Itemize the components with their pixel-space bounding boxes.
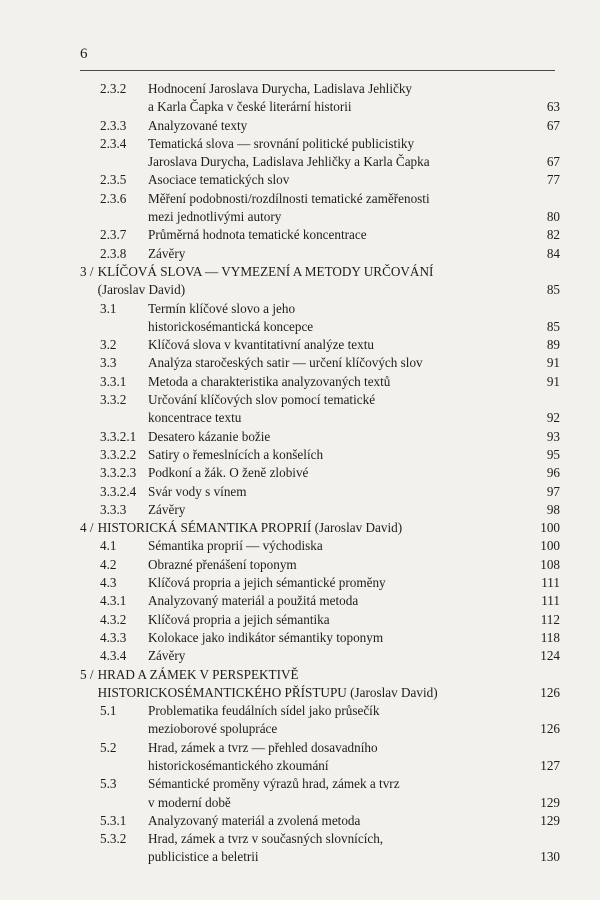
toc-entry-title-line: Analyzovaný materiál a zvolená metoda [148,812,361,828]
toc-entry-title [148,373,520,391]
toc-entry-page: 91 [546,355,560,371]
toc-entry-title [148,300,520,337]
toc-entry-page: 129 [540,812,560,828]
toc-entry-title-line: HISTORICKOSÉMANTICKÉHO PŘÍSTUPU (Jaroslav David) [97,684,438,700]
toc-entry-title-line: Kolokace jako indikátor sémantiky toponym [148,629,384,645]
toc-entry [80,117,560,135]
toc-entry-title [98,263,520,300]
toc-entry [80,812,560,830]
toc-entry-number: 4.3.3 [100,629,127,645]
toc-entry [80,245,560,263]
toc-entry-number: 4 / [80,520,94,536]
toc-entry-page: 96 [546,465,560,481]
toc-entry-number: 4.3.2 [100,611,127,627]
toc-entry [80,336,560,354]
toc-entry-page: 100 [540,538,560,554]
toc-entry-title [148,812,520,830]
toc-entry-number: 5.3 [100,776,117,792]
toc-entry-title [148,556,520,574]
table-of-contents [80,80,560,867]
toc-entry-title-line: mezioborové spolupráce [148,721,278,737]
toc-entry-page: 67 [546,154,560,170]
toc-entry-title [148,446,520,464]
toc-entry-title [148,245,520,263]
toc-entry-page: 127 [540,757,560,773]
toc-entry [80,80,560,117]
toc-entry [80,391,560,428]
toc-entry-title [148,592,520,610]
toc-entry-title-line: Jaroslava Durycha, Ladislava Jehličky a Karla Čapka [148,154,430,170]
toc-entry-page: 126 [540,684,560,700]
toc-entry [80,483,560,501]
toc-entry [80,226,560,244]
toc-entry-title-line: HRAD A ZÁMEK V PERSPEKTIVĚ [97,666,299,682]
toc-entry-number: 2.3.5 [100,172,127,188]
toc-entry-title [148,483,520,501]
toc-entry-title [148,830,520,867]
toc-entry-page: 95 [546,446,560,462]
toc-entry-title-line: a Karla Čapka v české literární historii [148,99,352,115]
toc-entry-title [148,464,520,482]
toc-entry-page: 108 [540,556,560,572]
toc-entry-title [148,537,520,555]
page-number: 6 [80,46,88,62]
toc-entry-title-line: Analýza staročeských satir — určení klíčových slov [148,355,423,371]
toc-entry-page: 124 [540,648,560,664]
toc-entry-title-line: Asociace tematických slov [148,172,290,188]
toc-chapter-entry [80,263,560,300]
toc-entry-title-line: Průměrná hodnota tematické koncentrace [148,227,367,243]
toc-entry-title [148,135,520,172]
toc-entry-title-line: Metoda a charakteristika analyzovaných textů [148,373,391,389]
toc-entry-title [148,611,520,629]
toc-entry-title [148,171,520,189]
toc-entry-number: 5.3.1 [100,812,127,828]
toc-entry-number: 3 / [80,263,94,279]
toc-entry-number: 5.1 [100,703,117,719]
toc-entry-title-line: Analyzovaný materiál a použitá metoda [148,593,359,609]
toc-entry-title-line: Sémantické proměny výrazů hrad, zámek a tvrz [148,776,400,792]
toc-entry-title [148,501,520,519]
toc-entry-number: 3.3.2.2 [100,446,137,462]
toc-entry [80,556,560,574]
toc-entry-page: 91 [546,373,560,389]
toc-entry-number: 5.2 [100,739,117,755]
toc-entry-number: 2.3.4 [100,135,127,151]
toc-entry-title-line: Závěry [148,648,186,664]
toc-entry [80,739,560,776]
toc-entry-page: 67 [546,117,560,133]
toc-entry-title-line: Závěry [148,501,186,517]
toc-entry-title-line: Termín klíčové slovo a jeho [148,300,296,316]
toc-entry-title [148,80,520,117]
toc-entry-number: 4.3 [100,575,117,591]
toc-entry-number: 3.3.2.3 [100,465,137,481]
toc-entry-page: 77 [546,172,560,188]
toc-entry-page: 89 [546,337,560,353]
header-rule [80,70,555,71]
toc-entry-page: 111 [541,575,560,591]
toc-entry [80,647,560,665]
toc-entry-number: 3.3.2.4 [100,483,137,499]
toc-entry [80,574,560,592]
toc-entry-title [148,775,520,812]
toc-entry-title [148,428,520,446]
toc-entry [80,830,560,867]
toc-entry-page: 85 [546,282,560,298]
toc-entry [80,446,560,464]
toc-entry [80,501,560,519]
toc-entry-number: 3.3 [100,355,117,371]
toc-entry [80,537,560,555]
toc-entry-title-line: Klíčová propria a jejich sémantické proměny [148,575,386,591]
toc-entry-title [148,629,520,647]
toc-entry-title [148,739,520,776]
toc-entry-title-line: Sémantika proprií — východiska [148,538,323,554]
toc-entry [80,190,560,227]
toc-entry-page: 111 [541,593,560,609]
toc-entry-title-line: Obrazné přenášení toponym [148,556,297,572]
toc-entry [80,428,560,446]
toc-entry-title-line: Závěry [148,245,186,261]
toc-entry-number: 3.3.2.1 [100,428,137,444]
toc-entry-number: 2.3.7 [100,227,127,243]
toc-entry-number: 3.3.1 [100,373,127,389]
toc-entry-title-line: Klíčová slova v kvantitativní analýze textu [148,337,374,353]
toc-entry-title [148,226,520,244]
toc-entry-page: 63 [546,99,560,115]
toc-entry-title-line: Problematika feudálních sídel jako průsečík [148,703,380,719]
toc-entry-number: 4.3.4 [100,648,127,664]
toc-entry [80,135,560,172]
toc-entry-page: 92 [546,410,560,426]
toc-entry [80,373,560,391]
toc-entry-number: 4.3.1 [100,593,127,609]
toc-entry-number: 2.3.6 [100,190,127,206]
toc-entry [80,354,560,372]
toc-entry-title [148,574,520,592]
toc-entry [80,171,560,189]
toc-entry-number: 2.3.2 [100,81,127,96]
toc-entry-page: 130 [540,849,560,865]
toc-entry-page: 82 [546,227,560,243]
toc-entry-title [148,336,520,354]
toc-entry-number: 2.3.3 [100,117,127,133]
toc-entry-title-line: Tematická slova — srovnání politické publicistiky [148,135,415,151]
toc-entry [80,775,560,812]
toc-entry-title-line: (Jaroslav David) [97,282,186,298]
toc-entry-title-line: HISTORICKÁ SÉMANTIKA PROPRIÍ (Jaroslav David) [97,520,403,536]
toc-entry-number: 3.3.3 [100,501,127,517]
toc-entry-page: 126 [540,721,560,737]
toc-entry-title-line: historickosémantického zkoumání [148,757,329,773]
toc-entry-page: 93 [546,428,560,444]
toc-entry-title-line: publicistice a beletrii [148,849,259,865]
toc-entry-title-line: Hodnocení Jaroslava Durycha, Ladislava Jehličky [148,81,413,96]
toc-entry-number: 4.1 [100,538,117,554]
toc-entry-page: 98 [546,501,560,517]
toc-entry-title-line: Určování klíčových slov pomocí tematické [148,392,376,408]
toc-entry-number: 2.3.8 [100,245,127,261]
toc-entry [80,702,560,739]
toc-entry-number: 5 / [80,666,94,682]
toc-entry-title [148,702,520,739]
toc-entry-title-line: Svár vody s vínem [148,483,247,499]
toc-entry-title-line: Satiry o řemeslnících a konšelích [148,446,324,462]
toc-entry-title-line: Analyzované texty [148,117,248,133]
toc-entry-title [98,666,520,703]
toc-entry-page: 100 [540,520,560,536]
toc-entry-page: 84 [546,245,560,261]
toc-entry-title-line: v moderní době [148,794,231,810]
toc-entry-title [148,190,520,227]
toc-entry-title-line: Podkoní a žák. O ženě zlobivé [148,465,309,481]
toc-entry-title [148,391,520,428]
toc-entry [80,611,560,629]
toc-entry [80,629,560,647]
toc-entry [80,464,560,482]
toc-entry-title-line: Hrad, zámek a tvrz v současných slovnících, [148,831,384,847]
toc-chapter-entry [80,519,560,537]
toc-entry-number: 4.2 [100,556,117,572]
toc-entry-number: 3.2 [100,337,117,353]
toc-entry-title-line: Hrad, zámek a tvrz — přehled dosavadního [148,739,378,755]
toc-entry-title [148,117,520,135]
toc-entry-title-line: Desatero kázanie božie [148,428,271,444]
toc-entry-title-line: KLÍČOVÁ SLOVA — VYMEZENÍ A METODY URČOVÁNÍ [97,263,434,279]
toc-entry-number: 3.1 [100,300,117,316]
toc-entry-title [148,647,520,665]
toc-entry [80,300,560,337]
toc-entry-number: 5.3.2 [100,831,127,847]
toc-entry-page: 118 [540,629,560,645]
toc-chapter-entry [80,666,560,703]
toc-entry-page: 129 [540,794,560,810]
toc-entry-page: 97 [546,483,560,499]
toc-entry-title-line: mezi jednotlivými autory [148,209,282,225]
toc-entry-page: 80 [546,209,560,225]
toc-entry-number: 3.3.2 [100,392,127,408]
toc-entry [80,592,560,610]
toc-entry-page: 85 [546,318,560,334]
toc-entry-title [98,519,520,537]
toc-entry-title-line: Klíčová propria a jejich sémantika [148,611,330,627]
toc-entry-title-line: Měření podobnosti/rozdílnosti tematické zaměřenosti [148,190,430,206]
toc-entry-title-line: koncentrace textu [148,410,242,426]
toc-entry-title-line: historickosémantická koncepce [148,318,314,334]
toc-entry-title [148,354,520,372]
toc-entry-page: 112 [540,611,560,627]
